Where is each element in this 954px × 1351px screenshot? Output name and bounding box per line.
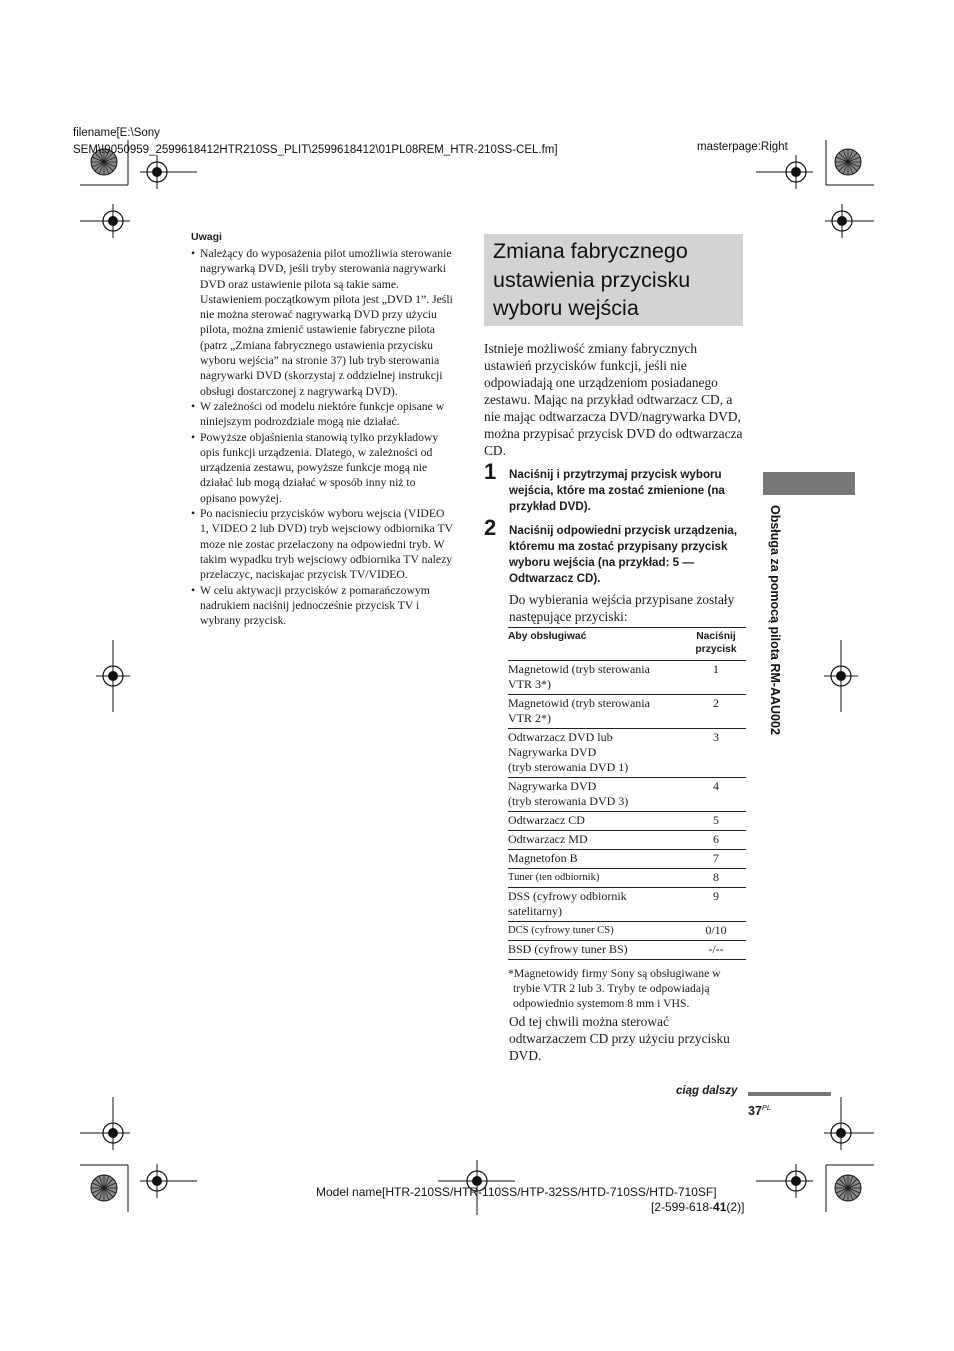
device-line: Odtwarzacz DVD lub: [508, 730, 613, 744]
document-code: [651, 1199, 744, 1216]
table-row: [508, 888, 746, 922]
device-line: Nagrywarka DVD: [508, 745, 597, 759]
key-cell: 9: [686, 888, 746, 922]
key-cell: 4: [686, 778, 746, 812]
step-2-number: 2: [484, 515, 497, 540]
device-line: DSS (cyfrowy odbiornik: [508, 889, 627, 903]
doc-code-prefix: [2-599-618-: [651, 1200, 714, 1214]
key-cell: 3: [686, 729, 746, 778]
table-row: [508, 850, 746, 869]
table-row: [508, 778, 746, 812]
device-line: Magnetowid (tryb sterowania: [508, 696, 650, 710]
device-cell: DCS (cyfrowy tuner CS): [508, 922, 686, 941]
device-line: (tryb sterowania DVD 1): [508, 760, 629, 774]
footnote-line-2: trybie VTR 2 lub 3. Tryby te odpowiadają: [513, 982, 710, 995]
note-item: • Po nacisnieciu przycisków wyboru wejscia (VIDEO 1, VIDEO 2 lub DVD) tryb wejsciowy odbiornika TV moze nie zostac przelaczony na odpowiedni tryb. W takim wypadku tryb wejsciowy odbiornika TV nalezy przelaczyc, naciskajac przycisk TV/VIDEO.: [191, 506, 453, 582]
device-cell: Magnetofon B: [508, 850, 686, 869]
column-header-device: Aby obsługiwać: [508, 628, 686, 661]
table-row: [508, 695, 746, 729]
section-title: [484, 234, 743, 323]
device-line: satelitarny): [508, 904, 562, 918]
page-number-suffix: PL: [761, 1103, 772, 1112]
device-cell: [508, 729, 686, 778]
table-row: [508, 941, 746, 960]
key-cell: -/--: [686, 941, 746, 960]
notes-list: [191, 246, 453, 628]
continued-label: ciąg dalszy: [676, 1085, 738, 1097]
assigned-text: Do wybierania wejścia przypisane zostały następujące przyciski:: [509, 592, 735, 624]
doc-code-bold: 41: [713, 1200, 727, 1214]
section-title-line-3: wyboru wejścia: [493, 296, 639, 320]
doc-code-suffix: (2)]: [726, 1200, 745, 1214]
closing-paragraph: Od tej chwili można sterować odtwarzaczem CD przy użyciu przycisku DVD.: [509, 1014, 730, 1063]
table-row: [508, 812, 746, 831]
device-cell: Odtwarzacz CD: [508, 812, 686, 831]
masterpage-label: masterpage:Right: [697, 141, 788, 153]
key-cell: 6: [686, 831, 746, 850]
footnote-line-1: *Magnetowidy firmy Sony są obsługiwane w: [508, 967, 721, 980]
filename-line-1: filename[E:\Sony: [73, 127, 160, 139]
page-number: [748, 1103, 771, 1118]
intro-paragraph: Istnieje możliwość zmiany fabrycznych ustawień przycisków funkcji, jeśli nie odpowiadają one urządzeniom posiadanego zestawu. Mając na przykład odtwarzacz CD, a nie mając odtwarzacza DVD/nagrywarka DVD, można przypisać przycisk DVD do odtwarzacza CD.: [484, 341, 743, 458]
continued-bar: [748, 1092, 831, 1096]
device-cell: Tuner (ten odbiornik): [508, 869, 686, 888]
device-cell: BSD (cyfrowy tuner BS): [508, 941, 686, 960]
device-cell: [508, 661, 686, 695]
step-2-text: Naciśnij odpowiedni przycisk urządzenia, któremu ma zostać przypisany przycisk wyboru wejścia (na przykład: 5 — Odtwarzacz CD).: [509, 524, 738, 585]
device-line: Magnetowid (tryb sterowania: [508, 662, 650, 676]
note-item: • W zależności od modelu niektóre funkcje opisane w niniejszym podrozdziale mogą nie działać.: [191, 399, 453, 430]
step-1-text: Naciśnij i przytrzymaj przycisk wyboru wejścia, które ma zostać zmienione (na przykład DVD).: [509, 468, 725, 513]
notes-section: [191, 231, 453, 628]
filename-line-2: SEM\!9050959_2599618412HTR210SS_PLIT\2599618412\01PL08REM_HTR-210SS-CEL.fm]: [73, 144, 558, 156]
notes-heading: Uwagi: [191, 231, 222, 243]
device-line: VTR 3*): [508, 677, 551, 691]
table-footnote: [508, 966, 748, 1011]
table-row: [508, 922, 746, 941]
note-item: • Należący do wyposażenia pilot umożliwia sterowanie nagrywarką DVD, jeśli tryby sterowania nagrywarki DVD oraz ustawienie pilota są takie same. Ustawieniem początkowym pilota jest „DVD 1”. Jeśli nie można sterować nagrywarką DVD przy użyciu pilota, można zmienić ustawienie fabryczne pilota (patrz „Zmiana fabrycznego ustawienia przycisku wyboru wejścia” na stronie 37) lub tryb sterowania nagrywarki DVD (skorzystaj z oddzielnej instrukcji obsługi dostarczonej z nagrywarką DVD).: [191, 246, 453, 399]
device-line: (tryb sterowania DVD 3): [508, 794, 629, 808]
model-name-line: Model name[HTR-210SS/HTR-110SS/HTP-32SS/HTD-710SS/HTD-710SF]: [316, 1185, 717, 1199]
column-header-key-line-2: przycisk: [695, 644, 737, 655]
key-cell: 5: [686, 812, 746, 831]
column-header-key-line-1: Naciśnij: [696, 631, 736, 642]
device-cell: [508, 695, 686, 729]
side-tab-marker: [763, 472, 855, 495]
key-cell: 7: [686, 850, 746, 869]
table-row: [508, 869, 746, 888]
button-assignment-table: [508, 627, 746, 960]
page-number-value: 37: [748, 1104, 762, 1119]
file-header: [73, 125, 558, 159]
side-section-label: Obsługa za pomocą pilota RM-AAU002: [768, 505, 782, 735]
column-header-key: [686, 628, 746, 661]
continued-indicator: [676, 1085, 836, 1105]
table-row: [508, 661, 746, 695]
device-line: Nagrywarka DVD: [508, 779, 597, 793]
device-cell: [508, 888, 686, 922]
section-title-box: [484, 234, 743, 326]
table-row: [508, 831, 746, 850]
table-header-row: [508, 628, 746, 661]
section-title-line-2: ustawienia przycisku: [493, 267, 691, 292]
device-cell: [508, 778, 686, 812]
note-item: • W celu aktywacji przycisków z pomarańczowym nadrukiem naciśnij jednocześnie przycisk TV i wybrany przycisk.: [191, 583, 453, 629]
key-cell: 8: [686, 869, 746, 888]
key-cell: 0/10: [686, 922, 746, 941]
table-row: [508, 729, 746, 778]
device-line: VTR 2*): [508, 711, 551, 725]
key-cell: 1: [686, 661, 746, 695]
footnote-line-3: odpowiednio systemom 8 mm i VHS.: [513, 997, 690, 1010]
device-cell: Odtwarzacz MD: [508, 831, 686, 850]
section-title-line-1: Zmiana fabrycznego: [493, 239, 688, 263]
note-item: • Powyższe objaśnienia stanowią tylko przykładowy opis funkcji urządzenia. Dlatego, w zależności od urządzenia zestawu, powyższe funkcje mogą nie działać lub mogą działać w sposób inny niż to opisano powyżej.: [191, 430, 453, 506]
step-1-number: 1: [484, 459, 497, 484]
key-cell: 2: [686, 695, 746, 729]
